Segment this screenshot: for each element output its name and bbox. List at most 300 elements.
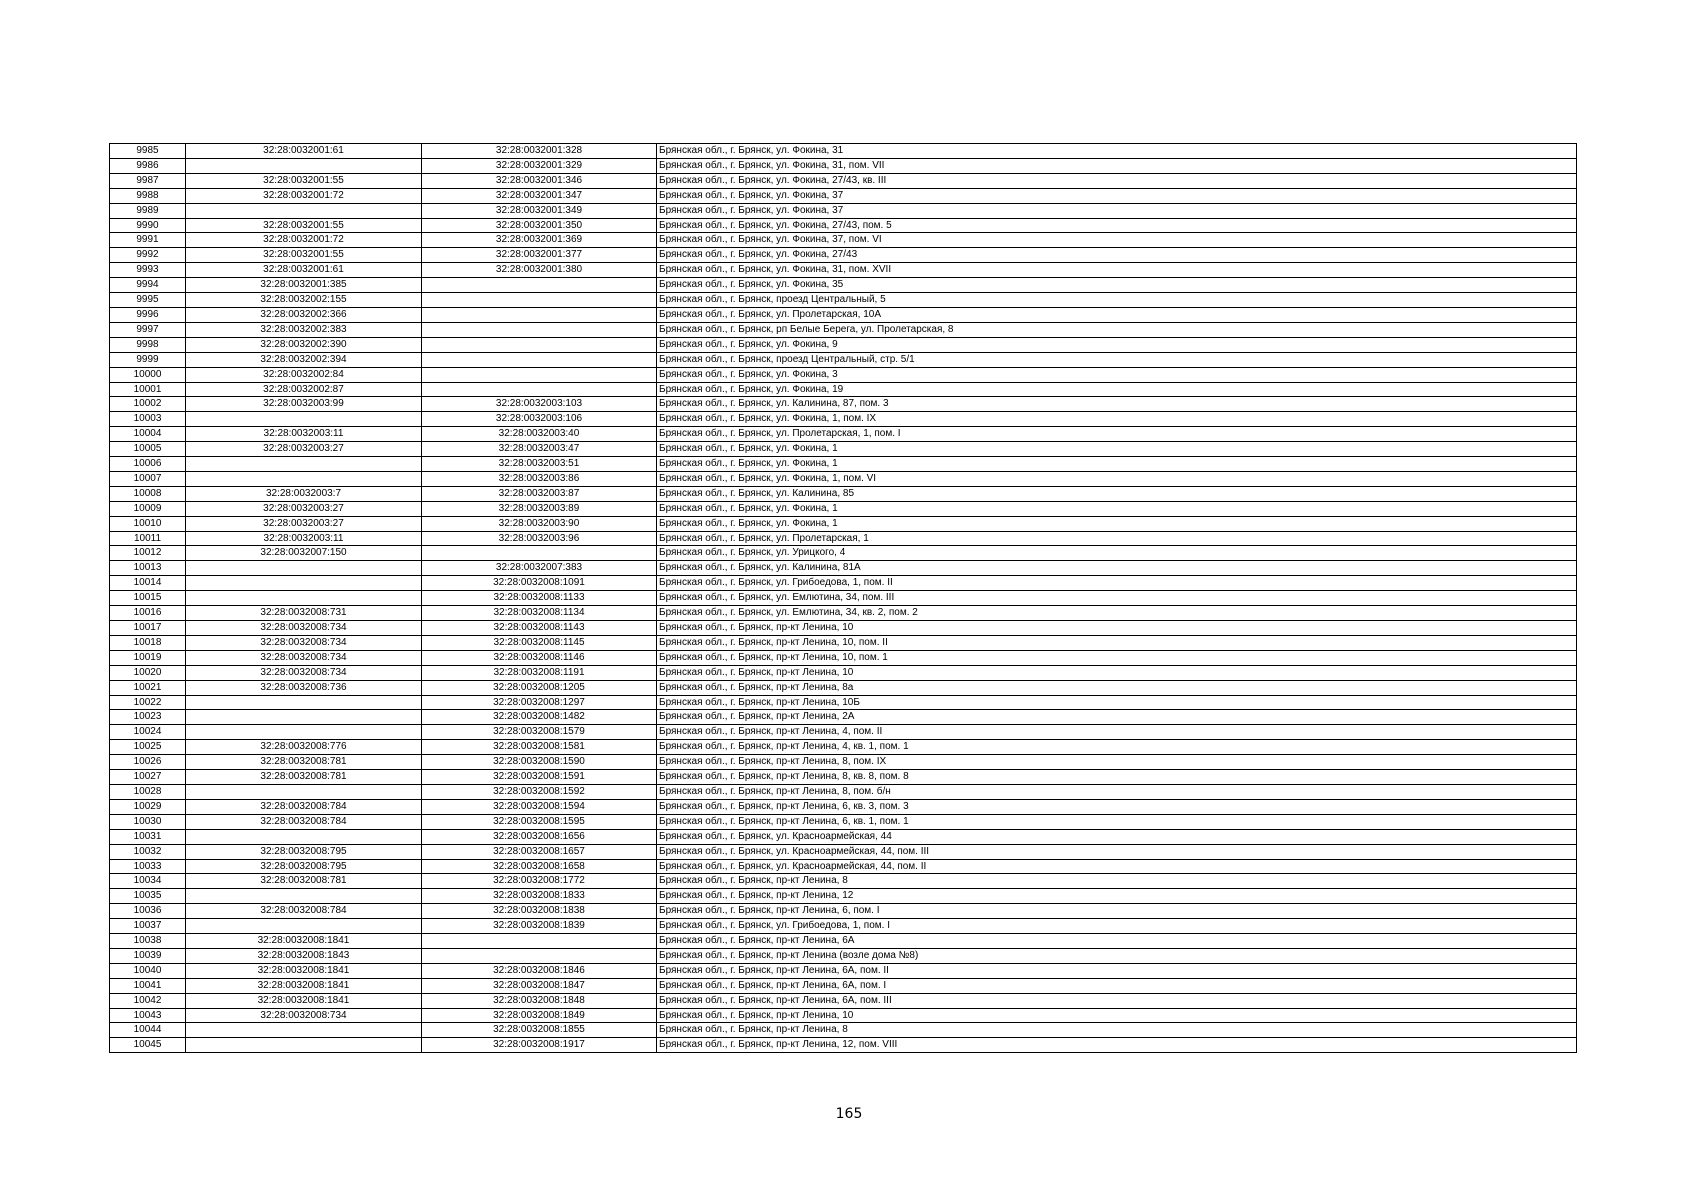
row-number-cell: 10007 [110, 471, 186, 486]
address-cell: Брянская обл., г. Брянск, ул. Урицкого, 4 [657, 546, 1577, 561]
table-row [110, 442, 1577, 457]
object-cadastral-number-cell: 32:28:0032003:51 [422, 457, 657, 472]
cadastral-number-cell [186, 158, 422, 173]
table-row [110, 680, 1577, 695]
table-row [110, 1038, 1577, 1053]
row-number-cell: 10018 [110, 635, 186, 650]
cadastral-number-cell: 32:28:0032008:1841 [186, 978, 422, 993]
row-number-cell: 10034 [110, 874, 186, 889]
cadastral-number-cell: 32:28:0032003:99 [186, 397, 422, 412]
row-number-cell: 9998 [110, 337, 186, 352]
row-number-cell: 10005 [110, 442, 186, 457]
object-cadastral-number-cell: 32:28:0032008:1595 [422, 814, 657, 829]
cadastral-number-cell: 32:28:0032008:795 [186, 859, 422, 874]
row-number-cell: 9995 [110, 293, 186, 308]
table-row [110, 561, 1577, 576]
cadastral-number-cell: 32:28:0032003:11 [186, 531, 422, 546]
table-row [110, 859, 1577, 874]
table-row [110, 829, 1577, 844]
object-cadastral-number-cell [422, 352, 657, 367]
table-row [110, 337, 1577, 352]
address-cell: Брянская обл., г. Брянск, рп Белые Берега, ул. Пролетарская, 8 [657, 322, 1577, 337]
row-number-cell: 10026 [110, 755, 186, 770]
row-number-cell: 10036 [110, 904, 186, 919]
page-number: 165 [835, 1106, 863, 1122]
cadastral-number-cell: 32:28:0032003:7 [186, 486, 422, 501]
table-row [110, 621, 1577, 636]
object-cadastral-number-cell: 32:28:0032008:1656 [422, 829, 657, 844]
row-number-cell: 10044 [110, 1023, 186, 1038]
object-cadastral-number-cell: 32:28:0032001:328 [422, 144, 657, 159]
cadastral-number-cell: 32:28:0032001:55 [186, 173, 422, 188]
row-number-cell: 10015 [110, 591, 186, 606]
table-row [110, 263, 1577, 278]
address-cell: Брянская обл., г. Брянск, пр-кт Ленина, 10 [657, 665, 1577, 680]
cadastral-number-cell: 32:28:0032001:385 [186, 278, 422, 293]
address-cell: Брянская обл., г. Брянск, ул. Фокина, 31 [657, 144, 1577, 159]
address-cell: Брянская обл., г. Брянск, проезд Центральный, стр. 5/1 [657, 352, 1577, 367]
object-cadastral-number-cell [422, 948, 657, 963]
address-cell: Брянская обл., г. Брянск, пр-кт Ленина, 8 [657, 874, 1577, 889]
row-number-cell: 10017 [110, 621, 186, 636]
address-cell: Брянская обл., г. Брянск, ул. Пролетарская, 1, пом. I [657, 427, 1577, 442]
object-cadastral-number-cell: 32:28:0032001:349 [422, 203, 657, 218]
table-row [110, 501, 1577, 516]
address-cell: Брянская обл., г. Брянск, пр-кт Ленина, 10 [657, 621, 1577, 636]
object-cadastral-number-cell [422, 307, 657, 322]
object-cadastral-number-cell: 32:28:0032008:1134 [422, 606, 657, 621]
object-cadastral-number-cell [422, 546, 657, 561]
row-number-cell: 9996 [110, 307, 186, 322]
row-number-cell: 10031 [110, 829, 186, 844]
address-cell: Брянская обл., г. Брянск, пр-кт Ленина, 8, пом. IX [657, 755, 1577, 770]
table-row [110, 948, 1577, 963]
table-row [110, 293, 1577, 308]
object-cadastral-number-cell: 32:28:0032001:329 [422, 158, 657, 173]
cadastral-number-cell [186, 471, 422, 486]
table-row [110, 1023, 1577, 1038]
cadastral-number-cell: 32:28:0032002:87 [186, 382, 422, 397]
cadastral-number-cell: 32:28:0032001:72 [186, 233, 422, 248]
row-number-cell: 10022 [110, 695, 186, 710]
registry-table [109, 143, 1577, 1053]
object-cadastral-number-cell [422, 322, 657, 337]
object-cadastral-number-cell [422, 934, 657, 949]
row-number-cell: 10025 [110, 740, 186, 755]
address-cell: Брянская обл., г. Брянск, ул. Фокина, 1, пом. IX [657, 412, 1577, 427]
row-number-cell: 10004 [110, 427, 186, 442]
object-cadastral-number-cell: 32:28:0032008:1657 [422, 844, 657, 859]
row-number-cell: 10016 [110, 606, 186, 621]
address-cell: Брянская обл., г. Брянск, ул. Фокина, 1 [657, 516, 1577, 531]
object-cadastral-number-cell: 32:28:0032008:1579 [422, 725, 657, 740]
address-cell: Брянская обл., г. Брянск, пр-кт Ленина, 6А, пом. II [657, 963, 1577, 978]
table-row [110, 874, 1577, 889]
cadastral-number-cell: 32:28:0032001:72 [186, 188, 422, 203]
cadastral-number-cell [186, 1023, 422, 1038]
object-cadastral-number-cell: 32:28:0032008:1146 [422, 650, 657, 665]
address-cell: Брянская обл., г. Брянск, пр-кт Ленина, 8, кв. 8, пом. 8 [657, 770, 1577, 785]
row-number-cell: 9989 [110, 203, 186, 218]
object-cadastral-number-cell: 32:28:0032008:1145 [422, 635, 657, 650]
row-number-cell: 10002 [110, 397, 186, 412]
object-cadastral-number-cell: 32:28:0032008:1855 [422, 1023, 657, 1038]
row-number-cell: 10027 [110, 770, 186, 785]
cadastral-number-cell: 32:28:0032008:1841 [186, 963, 422, 978]
object-cadastral-number-cell: 32:28:0032008:1848 [422, 993, 657, 1008]
address-cell: Брянская обл., г. Брянск, пр-кт Ленина, 8 [657, 1023, 1577, 1038]
object-cadastral-number-cell: 32:28:0032003:89 [422, 501, 657, 516]
cadastral-number-cell: 32:28:0032008:1841 [186, 993, 422, 1008]
object-cadastral-number-cell: 32:28:0032008:1091 [422, 576, 657, 591]
row-number-cell: 10013 [110, 561, 186, 576]
table-row [110, 591, 1577, 606]
table-row [110, 576, 1577, 591]
cadastral-number-cell [186, 725, 422, 740]
object-cadastral-number-cell: 32:28:0032008:1591 [422, 770, 657, 785]
cadastral-number-cell [186, 695, 422, 710]
address-cell: Брянская обл., г. Брянск, ул. Калинина, 85 [657, 486, 1577, 501]
row-number-cell: 9994 [110, 278, 186, 293]
cadastral-number-cell [186, 203, 422, 218]
table-row [110, 546, 1577, 561]
object-cadastral-number-cell: 32:28:0032001:350 [422, 218, 657, 233]
address-cell: Брянская обл., г. Брянск, ул. Калинина, 81А [657, 561, 1577, 576]
object-cadastral-number-cell: 32:28:0032001:369 [422, 233, 657, 248]
object-cadastral-number-cell: 32:28:0032001:377 [422, 248, 657, 263]
cadastral-number-cell: 32:28:0032002:366 [186, 307, 422, 322]
row-number-cell: 9999 [110, 352, 186, 367]
cadastral-number-cell: 32:28:0032001:55 [186, 218, 422, 233]
table-row [110, 725, 1577, 740]
address-cell: Брянская обл., г. Брянск, ул. Фокина, 27/43 [657, 248, 1577, 263]
row-number-cell: 10023 [110, 710, 186, 725]
table-row [110, 397, 1577, 412]
object-cadastral-number-cell: 32:28:0032008:1133 [422, 591, 657, 606]
row-number-cell: 10014 [110, 576, 186, 591]
row-number-cell: 10042 [110, 993, 186, 1008]
row-number-cell: 9997 [110, 322, 186, 337]
address-cell: Брянская обл., г. Брянск, пр-кт Ленина, 6, кв. 3, пом. 3 [657, 799, 1577, 814]
table-row [110, 635, 1577, 650]
object-cadastral-number-cell: 32:28:0032001:346 [422, 173, 657, 188]
address-cell: Брянская обл., г. Брянск, ул. Фокина, 31, пом. XVII [657, 263, 1577, 278]
table-row [110, 978, 1577, 993]
row-number-cell: 10043 [110, 1008, 186, 1023]
cadastral-number-cell [186, 710, 422, 725]
table-row [110, 248, 1577, 263]
address-cell: Брянская обл., г. Брянск, ул. Емлютина, 34, пом. III [657, 591, 1577, 606]
address-cell: Брянская обл., г. Брянск, ул. Грибоедова, 1, пом. I [657, 919, 1577, 934]
table-row [110, 457, 1577, 472]
object-cadastral-number-cell: 32:28:0032003:86 [422, 471, 657, 486]
row-number-cell: 10006 [110, 457, 186, 472]
table-row [110, 710, 1577, 725]
table-row [110, 278, 1577, 293]
address-cell: Брянская обл., г. Брянск, ул. Фокина, 27/43, кв. III [657, 173, 1577, 188]
cadastral-number-cell [186, 576, 422, 591]
row-number-cell: 9990 [110, 218, 186, 233]
address-cell: Брянская обл., г. Брянск, пр-кт Ленина, 4, пом. II [657, 725, 1577, 740]
cadastral-number-cell: 32:28:0032008:1843 [186, 948, 422, 963]
object-cadastral-number-cell: 32:28:0032007:383 [422, 561, 657, 576]
cadastral-number-cell: 32:28:0032008:795 [186, 844, 422, 859]
object-cadastral-number-cell: 32:28:0032008:1849 [422, 1008, 657, 1023]
table-row [110, 367, 1577, 382]
row-number-cell: 10019 [110, 650, 186, 665]
row-number-cell: 10035 [110, 889, 186, 904]
object-cadastral-number-cell [422, 278, 657, 293]
address-cell: Брянская обл., г. Брянск, пр-кт Ленина, 10 [657, 1008, 1577, 1023]
cadastral-number-cell: 32:28:0032008:781 [186, 755, 422, 770]
table-row [110, 531, 1577, 546]
table-row [110, 486, 1577, 501]
cadastral-number-cell [186, 457, 422, 472]
object-cadastral-number-cell: 32:28:0032008:1143 [422, 621, 657, 636]
object-cadastral-number-cell: 32:28:0032008:1833 [422, 889, 657, 904]
object-cadastral-number-cell: 32:28:0032008:1658 [422, 859, 657, 874]
object-cadastral-number-cell: 32:28:0032003:40 [422, 427, 657, 442]
row-number-cell: 10001 [110, 382, 186, 397]
row-number-cell: 10038 [110, 934, 186, 949]
address-cell: Брянская обл., г. Брянск, ул. Фокина, 1 [657, 501, 1577, 516]
cadastral-number-cell [186, 412, 422, 427]
table-row [110, 173, 1577, 188]
address-cell: Брянская обл., г. Брянск, ул. Пролетарская, 10А [657, 307, 1577, 322]
table-row [110, 158, 1577, 173]
cadastral-number-cell: 32:28:0032001:55 [186, 248, 422, 263]
table-row [110, 919, 1577, 934]
row-number-cell: 9986 [110, 158, 186, 173]
address-cell: Брянская обл., г. Брянск, пр-кт Ленина (возле дома №8) [657, 948, 1577, 963]
row-number-cell: 10045 [110, 1038, 186, 1053]
cadastral-number-cell: 32:28:0032008:734 [186, 665, 422, 680]
address-cell: Брянская обл., г. Брянск, ул. Фокина, 37 [657, 203, 1577, 218]
table-row [110, 218, 1577, 233]
address-cell: Брянская обл., г. Брянск, пр-кт Ленина, 6А, пом. I [657, 978, 1577, 993]
object-cadastral-number-cell [422, 337, 657, 352]
table-row [110, 963, 1577, 978]
cadastral-number-cell: 32:28:0032008:1841 [186, 934, 422, 949]
address-cell: Брянская обл., г. Брянск, ул. Фокина, 35 [657, 278, 1577, 293]
table-row [110, 516, 1577, 531]
address-cell: Брянская обл., г. Брянск, ул. Фокина, 27/43, пом. 5 [657, 218, 1577, 233]
cadastral-number-cell: 32:28:0032008:731 [186, 606, 422, 621]
address-cell: Брянская обл., г. Брянск, ул. Емлютина, 34, кв. 2, пом. 2 [657, 606, 1577, 621]
table-row [110, 352, 1577, 367]
object-cadastral-number-cell: 32:28:0032003:103 [422, 397, 657, 412]
object-cadastral-number-cell: 32:28:0032008:1191 [422, 665, 657, 680]
row-number-cell: 10028 [110, 784, 186, 799]
cadastral-number-cell [186, 889, 422, 904]
cadastral-number-cell: 32:28:0032003:27 [186, 501, 422, 516]
address-cell: Брянская обл., г. Брянск, пр-кт Ленина, 4, кв. 1, пом. 1 [657, 740, 1577, 755]
cadastral-number-cell: 32:28:0032008:734 [186, 1008, 422, 1023]
cadastral-number-cell [186, 829, 422, 844]
row-number-cell: 10032 [110, 844, 186, 859]
row-number-cell: 10040 [110, 963, 186, 978]
registry-table-body [110, 144, 1577, 1053]
address-cell: Брянская обл., г. Брянск, ул. Фокина, 31, пом. VII [657, 158, 1577, 173]
cadastral-number-cell: 32:28:0032002:390 [186, 337, 422, 352]
object-cadastral-number-cell: 32:28:0032008:1839 [422, 919, 657, 934]
address-cell: Брянская обл., г. Брянск, ул. Фокина, 9 [657, 337, 1577, 352]
address-cell: Брянская обл., г. Брянск, ул. Фокина, 1, пом. VI [657, 471, 1577, 486]
cadastral-number-cell: 32:28:0032002:394 [186, 352, 422, 367]
cadastral-number-cell [186, 919, 422, 934]
object-cadastral-number-cell: 32:28:0032003:96 [422, 531, 657, 546]
address-cell: Брянская обл., г. Брянск, ул. Фокина, 1 [657, 457, 1577, 472]
table-row [110, 412, 1577, 427]
row-number-cell: 10029 [110, 799, 186, 814]
object-cadastral-number-cell: 32:28:0032003:90 [422, 516, 657, 531]
row-number-cell: 10030 [110, 814, 186, 829]
row-number-cell: 10011 [110, 531, 186, 546]
row-number-cell: 10003 [110, 412, 186, 427]
object-cadastral-number-cell [422, 382, 657, 397]
address-cell: Брянская обл., г. Брянск, пр-кт Ленина, 2А [657, 710, 1577, 725]
object-cadastral-number-cell [422, 367, 657, 382]
table-row [110, 770, 1577, 785]
address-cell: Брянская обл., г. Брянск, проезд Центральный, 5 [657, 293, 1577, 308]
table-row [110, 695, 1577, 710]
address-cell: Брянская обл., г. Брянск, ул. Красноармейская, 44, пом. III [657, 844, 1577, 859]
cadastral-number-cell: 32:28:0032008:734 [186, 621, 422, 636]
row-number-cell: 10020 [110, 665, 186, 680]
cadastral-number-cell [186, 784, 422, 799]
object-cadastral-number-cell: 32:28:0032008:1205 [422, 680, 657, 695]
table-row [110, 307, 1577, 322]
cadastral-number-cell: 32:28:0032008:781 [186, 770, 422, 785]
row-number-cell: 9993 [110, 263, 186, 278]
cadastral-number-cell [186, 591, 422, 606]
cadastral-number-cell: 32:28:0032003:27 [186, 442, 422, 457]
cadastral-number-cell: 32:28:0032003:11 [186, 427, 422, 442]
table-row [110, 233, 1577, 248]
row-number-cell: 10009 [110, 501, 186, 516]
object-cadastral-number-cell: 32:28:0032008:1846 [422, 963, 657, 978]
row-number-cell: 10033 [110, 859, 186, 874]
address-cell: Брянская обл., г. Брянск, пр-кт Ленина, 10Б [657, 695, 1577, 710]
object-cadastral-number-cell: 32:28:0032003:106 [422, 412, 657, 427]
row-number-cell: 10041 [110, 978, 186, 993]
table-row [110, 755, 1577, 770]
table-row [110, 814, 1577, 829]
address-cell: Брянская обл., г. Брянск, ул. Грибоедова, 1, пом. II [657, 576, 1577, 591]
address-cell: Брянская обл., г. Брянск, пр-кт Ленина, 6, кв. 1, пом. 1 [657, 814, 1577, 829]
cadastral-number-cell [186, 561, 422, 576]
cadastral-number-cell: 32:28:0032008:736 [186, 680, 422, 695]
row-number-cell: 10010 [110, 516, 186, 531]
address-cell: Брянская обл., г. Брянск, ул. Фокина, 37, пом. VI [657, 233, 1577, 248]
table-row [110, 203, 1577, 218]
table-row [110, 322, 1577, 337]
table-row [110, 740, 1577, 755]
address-cell: Брянская обл., г. Брянск, пр-кт Ленина, 6А, пом. III [657, 993, 1577, 1008]
cadastral-number-cell: 32:28:0032008:784 [186, 799, 422, 814]
cadastral-number-cell: 32:28:0032002:155 [186, 293, 422, 308]
object-cadastral-number-cell: 32:28:0032008:1592 [422, 784, 657, 799]
address-cell: Брянская обл., г. Брянск, ул. Фокина, 1 [657, 442, 1577, 457]
address-cell: Брянская обл., г. Брянск, пр-кт Ленина, 6А [657, 934, 1577, 949]
cadastral-number-cell: 32:28:0032002:84 [186, 367, 422, 382]
row-number-cell: 10039 [110, 948, 186, 963]
cadastral-number-cell [186, 1038, 422, 1053]
table-row [110, 784, 1577, 799]
address-cell: Брянская обл., г. Брянск, пр-кт Ленина, 8а [657, 680, 1577, 695]
table-row [110, 382, 1577, 397]
table-row [110, 993, 1577, 1008]
object-cadastral-number-cell: 32:28:0032008:1590 [422, 755, 657, 770]
address-cell: Брянская обл., г. Брянск, ул. Красноармейская, 44, пом. II [657, 859, 1577, 874]
table-row [110, 427, 1577, 442]
table-row [110, 799, 1577, 814]
object-cadastral-number-cell: 32:28:0032001:380 [422, 263, 657, 278]
address-cell: Брянская обл., г. Брянск, пр-кт Ленина, 10, пом. II [657, 635, 1577, 650]
object-cadastral-number-cell: 32:28:0032001:347 [422, 188, 657, 203]
address-cell: Брянская обл., г. Брянск, пр-кт Ленина, 8, пом. б/н [657, 784, 1577, 799]
row-number-cell: 9987 [110, 173, 186, 188]
object-cadastral-number-cell: 32:28:0032008:1847 [422, 978, 657, 993]
cadastral-number-cell: 32:28:0032008:734 [186, 635, 422, 650]
row-number-cell: 10037 [110, 919, 186, 934]
row-number-cell: 9988 [110, 188, 186, 203]
address-cell: Брянская обл., г. Брянск, пр-кт Ленина, 12 [657, 889, 1577, 904]
cadastral-number-cell: 32:28:0032008:784 [186, 814, 422, 829]
table-row [110, 934, 1577, 949]
row-number-cell: 9992 [110, 248, 186, 263]
table-row [110, 650, 1577, 665]
table-row [110, 144, 1577, 159]
object-cadastral-number-cell: 32:28:0032008:1482 [422, 710, 657, 725]
table-row [110, 188, 1577, 203]
object-cadastral-number-cell: 32:28:0032008:1917 [422, 1038, 657, 1053]
object-cadastral-number-cell: 32:28:0032003:47 [422, 442, 657, 457]
row-number-cell: 10000 [110, 367, 186, 382]
row-number-cell: 10024 [110, 725, 186, 740]
cadastral-number-cell: 32:28:0032008:781 [186, 874, 422, 889]
address-cell: Брянская обл., г. Брянск, ул. Пролетарская, 1 [657, 531, 1577, 546]
object-cadastral-number-cell: 32:28:0032008:1581 [422, 740, 657, 755]
row-number-cell: 10012 [110, 546, 186, 561]
address-cell: Брянская обл., г. Брянск, ул. Фокина, 3 [657, 367, 1577, 382]
object-cadastral-number-cell: 32:28:0032003:87 [422, 486, 657, 501]
table-row [110, 844, 1577, 859]
cadastral-number-cell: 32:28:0032008:734 [186, 650, 422, 665]
address-cell: Брянская обл., г. Брянск, пр-кт Ленина, 12, пом. VIII [657, 1038, 1577, 1053]
address-cell: Брянская обл., г. Брянск, пр-кт Ленина, 6, пом. I [657, 904, 1577, 919]
cadastral-number-cell: 32:28:0032008:784 [186, 904, 422, 919]
table-row [110, 904, 1577, 919]
cadastral-number-cell: 32:28:0032001:61 [186, 263, 422, 278]
address-cell: Брянская обл., г. Брянск, ул. Калинина, 87, пом. 3 [657, 397, 1577, 412]
address-cell: Брянская обл., г. Брянск, ул. Фокина, 37 [657, 188, 1577, 203]
row-number-cell: 10021 [110, 680, 186, 695]
table-row [110, 889, 1577, 904]
object-cadastral-number-cell: 32:28:0032008:1772 [422, 874, 657, 889]
row-number-cell: 9985 [110, 144, 186, 159]
object-cadastral-number-cell: 32:28:0032008:1838 [422, 904, 657, 919]
table-row [110, 606, 1577, 621]
cadastral-number-cell: 32:28:0032001:61 [186, 144, 422, 159]
cadastral-number-cell: 32:28:0032002:383 [186, 322, 422, 337]
row-number-cell: 10008 [110, 486, 186, 501]
cadastral-number-cell: 32:28:0032003:27 [186, 516, 422, 531]
address-cell: Брянская обл., г. Брянск, ул. Красноармейская, 44 [657, 829, 1577, 844]
cadastral-number-cell: 32:28:0032008:776 [186, 740, 422, 755]
table-row [110, 471, 1577, 486]
cadastral-number-cell: 32:28:0032007:150 [186, 546, 422, 561]
